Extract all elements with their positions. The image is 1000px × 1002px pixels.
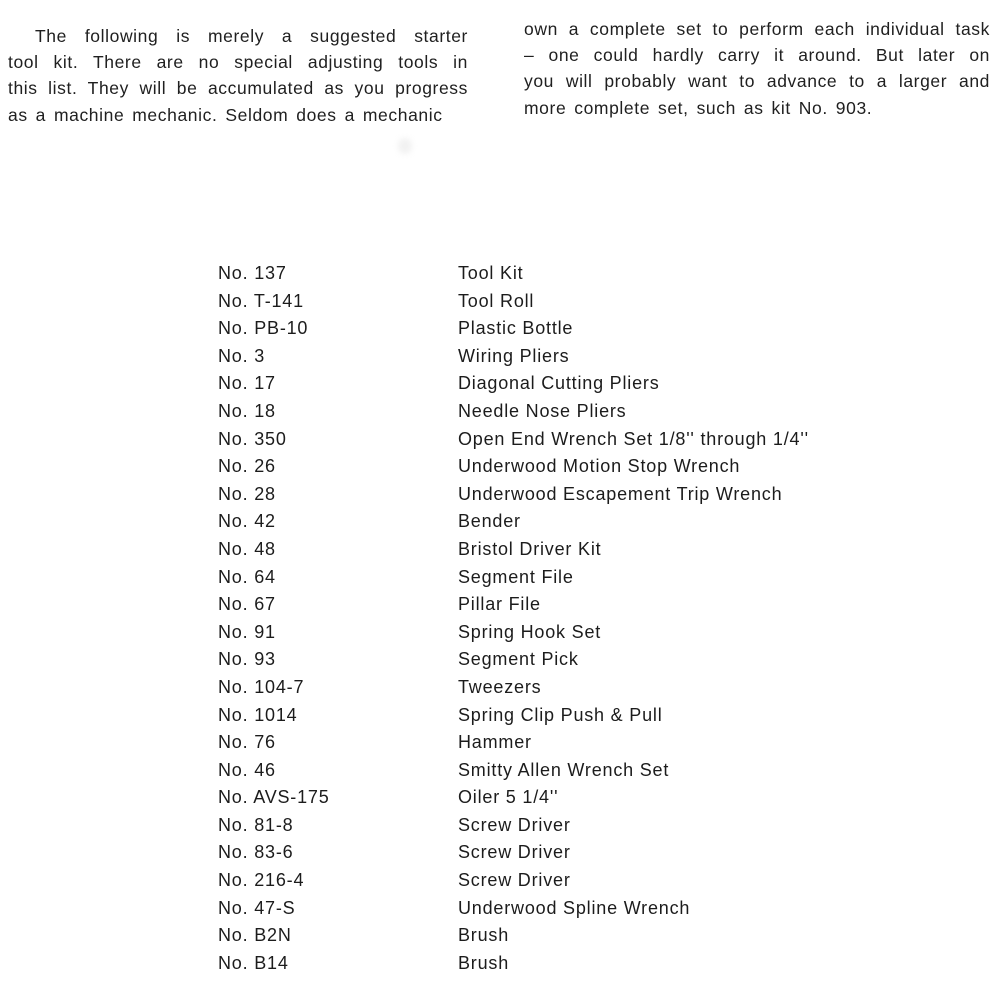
part-number: No. 3: [218, 345, 266, 366]
list-item: [218, 922, 858, 950]
part-number: No. B2N: [218, 925, 292, 946]
intro-right-column: [524, 16, 990, 121]
tool-list: [218, 260, 858, 977]
list-item: [218, 453, 858, 481]
part-description: Tool Kit: [458, 263, 524, 283]
part-description: Tool Roll: [458, 290, 535, 311]
part-description: Screw Driver: [458, 842, 571, 863]
intro-left-column: [8, 23, 468, 128]
list-item: [218, 398, 858, 426]
part-number: No. 47-S: [218, 897, 296, 918]
part-description: Hammer: [458, 732, 532, 753]
list-item: [218, 288, 858, 316]
list-item: [218, 950, 858, 978]
paragraph-line: own a complete set to perform each individual task: [524, 19, 990, 39]
list-item: [218, 481, 858, 509]
list-item: [218, 812, 858, 840]
part-number: No. 91: [218, 621, 276, 642]
list-item: [218, 895, 858, 923]
list-item: [218, 839, 858, 867]
part-description: Oiler 5 1/4'': [458, 787, 559, 808]
part-number: No. 76: [218, 732, 276, 753]
list-item: [218, 619, 858, 647]
paragraph-line: this list. They will be accumulated as you progress: [8, 78, 468, 99]
part-number: No. T-141: [218, 290, 304, 311]
list-item: [218, 591, 858, 619]
part-description: Underwood Motion Stop Wrench: [458, 456, 741, 477]
part-description: Screw Driver: [458, 814, 571, 835]
part-description: Plastic Bottle: [458, 318, 574, 339]
part-description: Brush: [458, 952, 510, 973]
list-item: [218, 646, 858, 674]
part-description: Pillar File: [458, 594, 541, 615]
part-number: No. PB-10: [218, 318, 309, 339]
part-description: Segment File: [458, 566, 574, 587]
list-item: [218, 867, 858, 895]
part-description: Bristol Driver Kit: [458, 538, 602, 559]
list-item: [218, 536, 858, 564]
part-description: Diagonal Cutting Pliers: [458, 373, 660, 394]
part-number: No. 350: [218, 428, 287, 449]
part-description: Spring Hook Set: [458, 621, 602, 642]
paragraph-line: The following is merely a suggested starter: [35, 26, 468, 46]
part-description: Spring Clip Push & Pull: [458, 704, 663, 725]
list-item: [218, 426, 858, 454]
part-number: No. 67: [218, 594, 276, 615]
part-number: No. 28: [218, 483, 276, 504]
part-number: No. 81-8: [218, 814, 294, 835]
part-number: No. 104-7: [218, 676, 305, 697]
list-item: [218, 702, 858, 730]
part-description: Needle Nose Pliers: [458, 400, 627, 421]
part-description: Bender: [458, 511, 521, 532]
part-description: Segment Pick: [458, 649, 579, 670]
part-number: No. AVS-175: [218, 787, 330, 808]
paragraph-line: more complete set, such as kit No. 903.: [524, 97, 873, 118]
part-number: No. 42: [218, 511, 276, 532]
part-number: No. 83-6: [218, 842, 294, 863]
paragraph-line: as a machine mechanic. Seldom does a mechanic: [8, 104, 443, 125]
list-item: [218, 315, 858, 343]
list-item: [218, 370, 858, 398]
part-number: No. 1014: [218, 704, 298, 725]
paragraph-line: you will probably want to advance to a larger and: [524, 71, 990, 92]
part-number: No. B14: [218, 952, 289, 973]
paragraph-line: – one could hardly carry it around. But later on: [524, 45, 990, 66]
list-item: [218, 674, 858, 702]
list-item: [218, 508, 858, 536]
part-description: Underwood Spline Wrench: [458, 897, 691, 918]
part-number: No. 64: [218, 566, 276, 587]
part-description: Underwood Escapement Trip Wrench: [458, 483, 783, 504]
list-item: [218, 729, 858, 757]
part-description: Smitty Allen Wrench Set: [458, 759, 670, 780]
part-description: Tweezers: [458, 676, 542, 697]
list-item: [218, 564, 858, 592]
list-item: [218, 784, 858, 812]
part-number: No. 48: [218, 538, 276, 559]
part-number: No. 137: [218, 263, 287, 283]
list-item: [218, 343, 858, 371]
list-item: [218, 260, 858, 288]
part-description: Screw Driver: [458, 870, 571, 891]
part-number: No. 93: [218, 649, 276, 670]
scan-smudge: [398, 138, 412, 154]
part-number: No. 18: [218, 400, 276, 421]
part-description: Wiring Pliers: [458, 345, 570, 366]
paragraph-line: tool kit. There are no special adjusting tools in: [8, 52, 468, 73]
part-number: No. 46: [218, 759, 276, 780]
part-description: Open End Wrench Set 1/8'' through 1/4'': [458, 428, 809, 449]
part-number: No. 17: [218, 373, 276, 394]
part-description: Brush: [458, 925, 510, 946]
part-number: No. 216-4: [218, 870, 305, 891]
list-item: [218, 757, 858, 785]
part-number: No. 26: [218, 456, 276, 477]
